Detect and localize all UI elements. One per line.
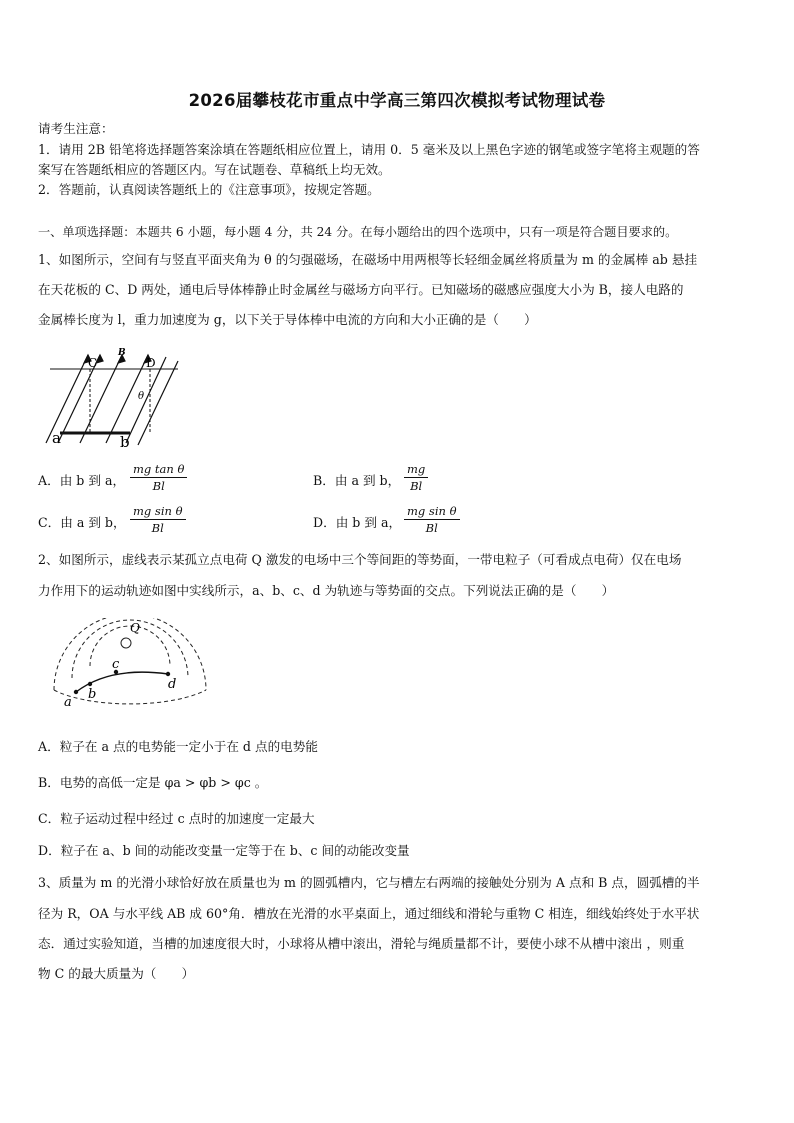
q2-label-q: Q <box>130 621 140 635</box>
q1-label-a: a <box>52 429 61 447</box>
q1-option-a-numerator: mg tan θ <box>133 462 185 476</box>
q1-figure <box>38 343 188 453</box>
notice-heading: 请考生注意： <box>38 121 114 136</box>
q2-line-1: 2、如图所示，虚线表示某孤立点电荷 Q 激发的电场中三个等间距的等势面，一带电粒子（可看成点电荷）仅在电场 <box>38 552 682 567</box>
page-title: 2026届攀枝花市重点中学高三第四次模拟考试物理试卷 <box>188 91 606 110</box>
q1-option-b-denominator: Bl <box>410 479 423 493</box>
q2-label-d: d <box>168 677 177 692</box>
q1-label-b: b <box>120 433 130 451</box>
q2-figure <box>50 618 210 718</box>
fraction-bar <box>404 519 460 520</box>
q1-option-c-fraction <box>130 504 186 535</box>
q1-option-a-denominator: Bl <box>152 479 165 493</box>
q1-option-c-denominator: Bl <box>151 521 164 535</box>
notice-item-2: 2．答题前，认真阅读答题纸上的《注意事项》，按规定答题。 <box>38 182 380 197</box>
q2-point-d <box>166 672 170 676</box>
q3-line-4: 物 C 的最大质量为（ ） <box>38 966 195 981</box>
section-1-heading: 一、单项选择题：本题共 6 小题，每小题 4 分，共 24 分。在每小题给出的四个选项中，只有一项是符合题目要求的。 <box>38 225 678 239</box>
q1-line-2: 在天花板的 C、D 两处，通电后导体棒静止时金属丝与磁场方向平行。已知磁场的磁感应强度大小为 B，接人电路的 <box>38 282 684 297</box>
q2-label-a: a <box>64 695 72 710</box>
q2-point-a <box>74 690 78 694</box>
q3-line-2: 径为 R，OA 与水平线 AB 成 60°角．槽放在光滑的水平桌面上，通过细线和滑轮与重物 C 相连，细线始终处于水平状 <box>38 906 700 921</box>
q1-option-c: C．由 a 到 b， <box>38 515 126 530</box>
q2-point-b <box>88 682 92 686</box>
q2-option-a: A．粒子在 a 点的电势能一定小于在 d 点的电势能 <box>38 739 318 754</box>
q3-line-1: 3、质量为 m 的光滑小球恰好放在质量也为 m 的圆弧槽内，它与槽左右两端的接触处分别为 A 点和 B 点，圆弧槽的半 <box>38 875 700 890</box>
fraction-bar <box>404 477 428 478</box>
q1-line-1: 1、如图所示，空间有与竖直平面夹角为 θ 的匀强磁场，在磁场中用两根等长轻细金属丝将质量为 m 的金属棒 ab 悬挂 <box>38 252 698 267</box>
q2-label-b: b <box>88 687 97 702</box>
q2-option-b: B．电势的高低一定是 φa > φb > φc 。 <box>38 775 268 790</box>
q1-option-b: B．由 a 到 b， <box>313 473 401 488</box>
notice-item-1-line-2: 案写在答题纸相应的答题区内。写在试题卷、草稿纸上均无效。 <box>38 162 391 177</box>
q1-option-b-numerator: mg <box>407 462 426 476</box>
fraction-bar <box>130 477 187 478</box>
q1-option-a: A．由 b 到 a， <box>38 473 126 488</box>
q2-option-d: D．粒子在 a、b 间的动能改变量一定等于在 b、c 间的动能改变量 <box>38 843 410 858</box>
q3-line-3: 态．通过实验知道，当槽的加速度很大时，小球将从槽中滚出，滑轮与绳质量都不计，要使小球不从槽中滚出 ，则重 <box>38 936 685 951</box>
q1-label-theta: θ <box>138 391 145 402</box>
q2-charge-q <box>121 638 131 648</box>
q1-option-a-fraction <box>130 462 187 493</box>
q1-line-3: 金属棒长度为 l，重力加速度为 g，以下关于导体棒中电流的方向和大小正确的是（ ） <box>38 312 537 327</box>
q2-label-c: c <box>112 657 120 672</box>
q1-option-b-fraction <box>404 462 428 493</box>
q1-option-d-fraction <box>404 504 460 535</box>
q1-option-c-numerator: mg sin θ <box>133 504 183 518</box>
q1-label-c: C <box>88 356 98 370</box>
q1-option-d-numerator: mg sin θ <box>407 504 457 518</box>
notice-item-1-line-1: 1．请用 2B 铅笔将选择题答案涂填在答题纸相应位置上，请用 0．5 毫米及以上黑色字迹的钢笔或签字笔将主观题的答 <box>38 142 700 157</box>
q2-option-c: C．粒子运动过程中经过 c 点时的加速度一定最大 <box>38 811 315 826</box>
q1-option-d: D．由 b 到 a， <box>313 515 402 530</box>
q1-label-b-field: B <box>118 348 126 358</box>
q1-option-d-denominator: Bl <box>425 521 438 535</box>
fraction-bar <box>130 519 186 520</box>
q2-line-2: 力作用下的运动轨迹如图中实线所示，a、b、c、d 为轨迹与等势面的交点。下列说法正确的是（ ） <box>38 583 615 598</box>
q1-label-d: D <box>146 356 156 370</box>
